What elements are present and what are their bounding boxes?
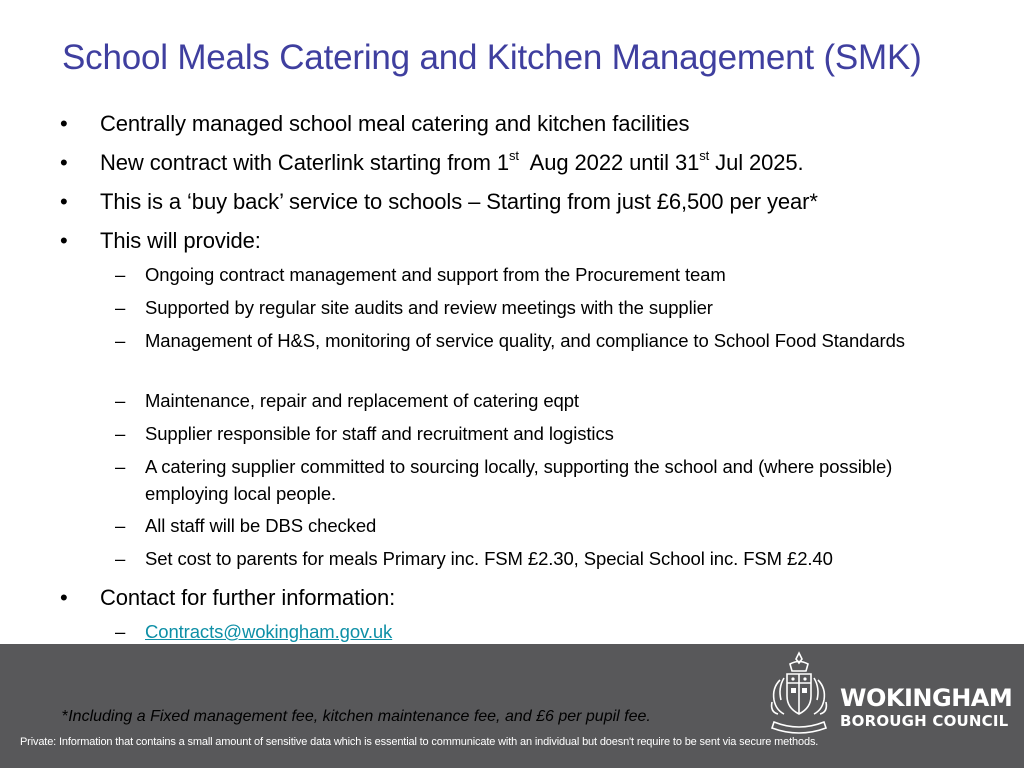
superscript: st (699, 147, 710, 163)
sub-bullet-text: A catering supplier committed to sourcing locally, supporting the school and (where possible) employing local people. (145, 456, 893, 504)
page-title: School Meals Catering and Kitchen Management (SMK) (62, 38, 922, 77)
sub-bullet-item (115, 453, 945, 507)
dash-marker: – (115, 548, 126, 569)
dash-marker: – (115, 515, 126, 536)
dash-marker: – (115, 423, 126, 444)
sub-bullet-text: Set cost to parents for meals Primary inc. FSM £2.30, Special School inc. FSM £2.40 (145, 548, 833, 569)
dash-marker: – (115, 264, 126, 285)
sub-bullet-text: All staff will be DBS checked (145, 515, 377, 536)
dash-marker: – (115, 330, 126, 351)
bullet-marker: • (60, 111, 68, 136)
footnote-text: Including a Fixed management fee, kitchen maintenance fee, and £6 per pupil fee. (68, 708, 651, 725)
sub-bullet-text: Supported by regular site audits and review meetings with the supplier (145, 297, 713, 318)
bullet-text: Jul 2025. (709, 150, 804, 175)
bullet-marker: • (60, 189, 68, 214)
contact-email-link[interactable]: Contracts@wokingham.gov.uk (145, 621, 393, 642)
dash-marker: – (115, 456, 126, 477)
sub-bullet-item (115, 294, 945, 321)
council-logo-text (840, 686, 1012, 729)
sub-bullet-item (115, 387, 945, 414)
footnote (62, 708, 651, 726)
superscript: st (508, 147, 519, 163)
bullet-text: Contact for further information: (100, 585, 396, 610)
footnote-star: * (62, 708, 69, 725)
bullet-item (60, 185, 818, 219)
sub-bullet-text: Management of H&S, monitoring of service quality, and compliance to School Food Standards (145, 330, 905, 351)
logo-line-1: WOKINGHAM (840, 684, 1013, 712)
bullet-text: Aug 2022 until 31 (518, 150, 700, 175)
bullet-item (60, 107, 690, 141)
bullet-item (60, 581, 396, 615)
sub-bullet-item (115, 512, 945, 539)
dash-marker: – (115, 297, 126, 318)
bullet-marker: • (60, 585, 68, 610)
sub-bullet-item (115, 261, 945, 288)
council-crest-icon (766, 650, 832, 736)
dash-marker: – (115, 621, 126, 642)
bullet-text: This is a ‘buy back’ service to schools – Starting from just £6,500 per year* (100, 189, 818, 214)
sub-bullet-text: Supplier responsible for staff and recruitment and logistics (145, 423, 614, 444)
logo-line-2: BOROUGH COUNCIL (840, 712, 1009, 730)
sub-bullet-item (115, 420, 945, 447)
sub-bullet-item (115, 618, 945, 645)
bullet-marker: • (60, 228, 68, 253)
bullet-marker: • (60, 150, 68, 175)
bullet-item (60, 146, 804, 180)
sub-bullet-text: Ongoing contract management and support from the Procurement team (145, 264, 726, 285)
sub-bullet-item (115, 545, 945, 572)
sub-bullet-text: Maintenance, repair and replacement of catering eqpt (145, 390, 579, 411)
dash-marker: – (115, 390, 126, 411)
privacy-notice: Private: Information that contains a small amount of sensitive data which is essential to communicate with an individual but doesn't require to be sent via secure methods. (20, 736, 819, 748)
bullet-text: Centrally managed school meal catering and kitchen facilities (100, 111, 690, 136)
bullet-text: This will provide: (100, 228, 261, 253)
bullet-text: New contract with Caterlink starting from 1 (100, 150, 509, 175)
bullet-item (60, 224, 261, 258)
sub-bullet-item (115, 327, 945, 354)
